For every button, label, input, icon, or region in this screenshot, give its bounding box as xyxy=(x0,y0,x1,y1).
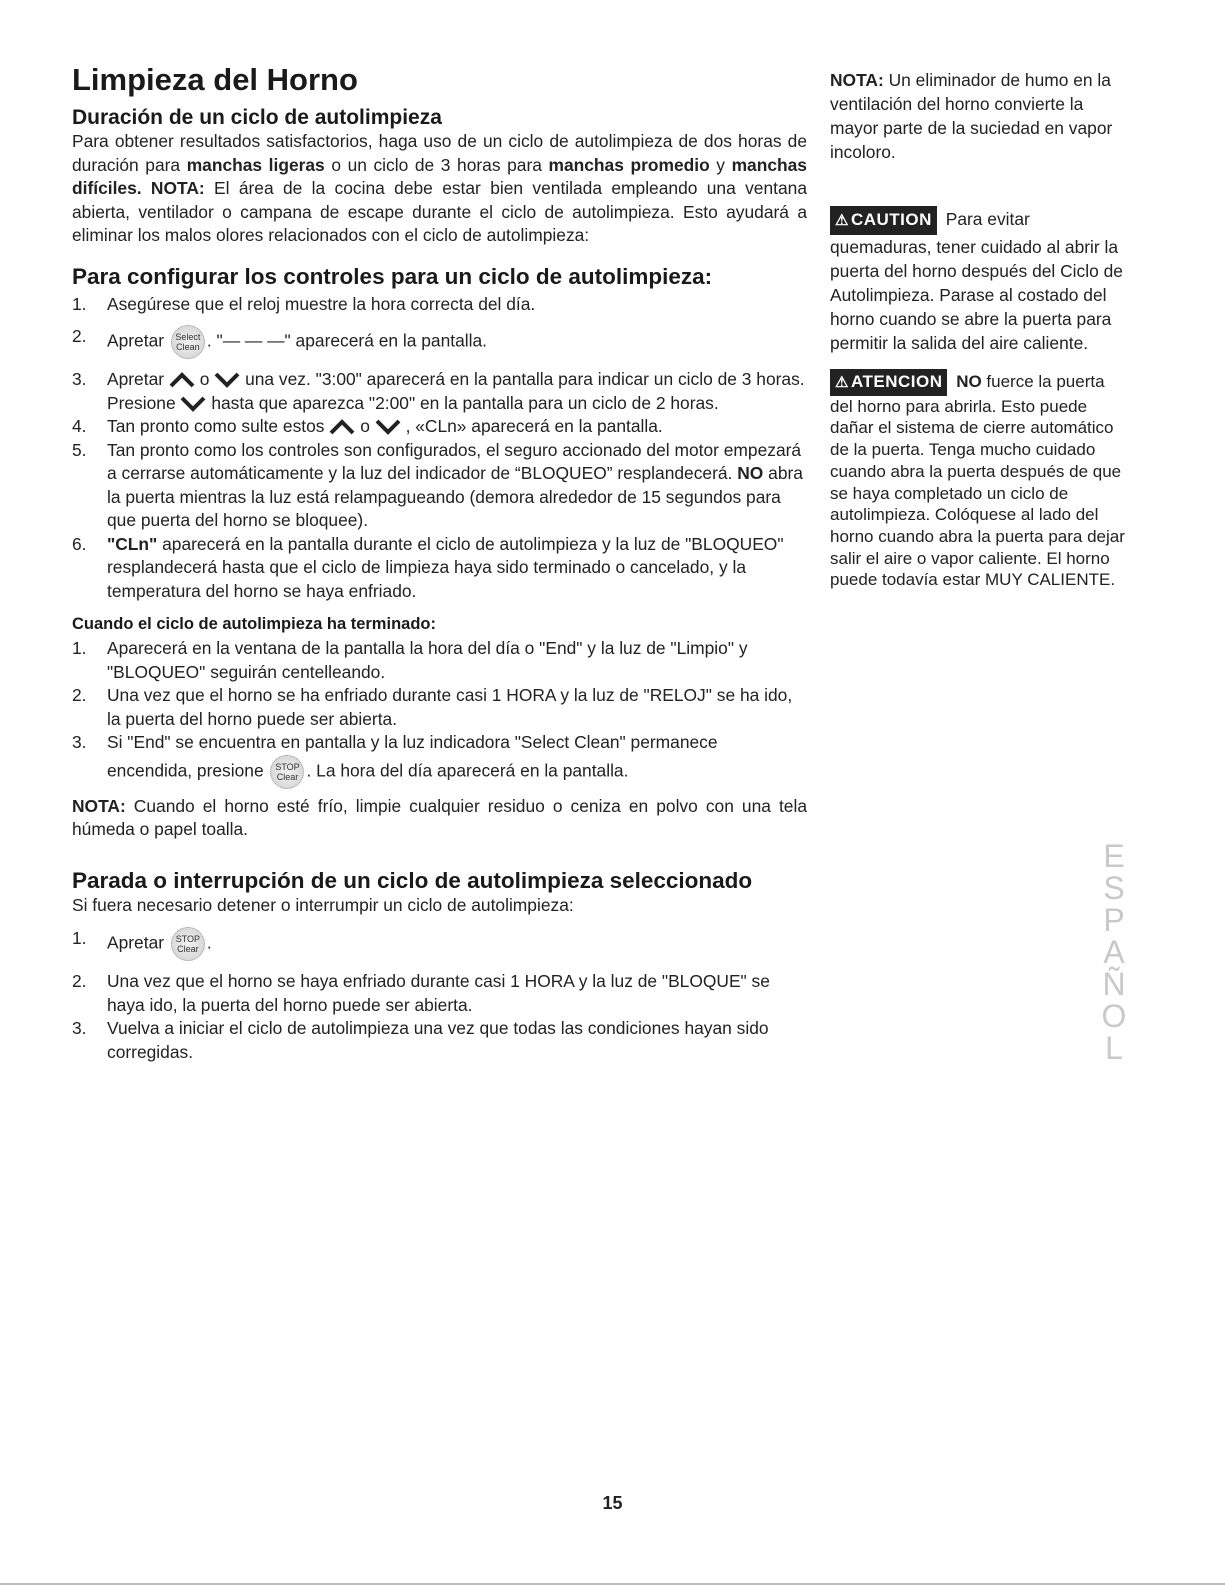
list-item: 4. Tan pronto como sulte estos o , «CLn» aparecerá en la pantalla. xyxy=(72,416,663,436)
atencion-badge: ⚠ ATENCION xyxy=(830,369,947,396)
section-heading-stop: Parada o interrupción de un ciclo de autolimpieza seleccionado xyxy=(72,867,753,893)
duration-paragraph: Para obtener resultados satisfactorios, haga uso de un ciclo de autolimpieza de dos horas de duración para manchas ligeras o un ciclo de 3 horas para manchas promedio y manchas difíciles. NOTA: El área de la cocina debe estar bien ventilada empleando una ventana abierta, ventilador o campana de escape durante el ciclo de autolimpieza. Esto ayudará a eliminar los malos olores relacionados con el ciclo de autolimpieza: xyxy=(72,131,807,245)
section-heading-finished: Cuando el ciclo de autolimpieza ha terminado: xyxy=(72,615,436,633)
select-clean-button-icon: Select Clean xyxy=(171,325,205,359)
down-arrow-icon xyxy=(214,372,240,388)
list-item: 3. Apretar o una vez. "3:00" aparecerá en la pantalla para indicar un ciclo de 3 horas. Presione hasta que aparezca "2:00" en la pantalla para un ciclo de 2 horas. xyxy=(72,369,805,413)
side-tab-espanol: E S P A Ñ O L xyxy=(1101,838,1127,1066)
list-item: 3. Vuelva a iniciar el ciclo de autolimpieza una vez que todas las condiciones hayan sido corregidas. xyxy=(72,1018,769,1062)
main-column xyxy=(72,62,807,1064)
stop-intro: Si fuera necesario detener o interrumpir un ciclo de autolimpieza: xyxy=(72,894,574,915)
list-item: 1. Asegúrese que el reloj muestre la hora correcta del día. xyxy=(72,293,536,314)
down-arrow-icon xyxy=(180,396,206,412)
list-item: 2. Una vez que el horno se haya enfriado durante casi 1 HORA y la luz de "BLOQUE" se haya ido, la puerta del horno puede ser abierta. xyxy=(72,971,770,1015)
down-arrow-icon xyxy=(375,419,401,435)
stop-clear-button-icon: STOP Clear xyxy=(171,927,205,961)
smoke-note: NOTA: Un eliminador de humo en la ventilación del horno convierte la mayor parte de la suciedad en vapor incoloro. xyxy=(830,70,1113,162)
side-column xyxy=(830,68,1130,591)
configure-steps xyxy=(72,293,807,604)
up-arrow-icon xyxy=(329,419,355,435)
list-item: 1. Aparecerá en la ventana de la pantalla la hora del día o "End" y la luz de "Limpio" y "BLOQUEO" seguirán centelleando. xyxy=(72,638,748,682)
finished-note: NOTA: Cuando el horno esté frío, limpie cualquier residuo o ceniza en polvo con una tela húmeda o papel toalla. xyxy=(72,795,807,839)
list-item: 3. Si "End" se encuentra en pantalla y la luz indicadora "Select Clean" permanece encendida, presione STOP Clear . La hora del día aparecerá en la pantalla. xyxy=(72,731,807,789)
section-heading-configure: Para configurar los controles para un ciclo de autolimpieza: xyxy=(72,263,713,289)
warning-icon: ⚠ xyxy=(835,212,849,229)
up-arrow-icon xyxy=(169,372,195,388)
page-number: 15 xyxy=(602,1493,623,1513)
list-item: 1. Apretar STOP Clear . xyxy=(72,927,807,961)
warning-icon: ⚠ xyxy=(835,374,849,391)
caution-note: ⚠ CAUTION Para evitar quemaduras, tener cuidado al abrir la puerta del horno después del Ciclo de Autolimpieza. Parase al costado del horno cuando se abre la puerta para permitir la salida del aire caliente. xyxy=(830,206,1130,355)
stop-clear-button-icon: STOP Clear xyxy=(270,755,304,789)
atencion-note: ⚠ ATENCION NO fuerce la puerta del horno para abrirla. Esto puede dañar el sistema de cierre automático de la puerta. Tenga mucho cuidado cuando abra la puerta después de que se haya completado un ciclo de autolimpieza. Colóquese al lado del horno cuando abra la puerta para dejar salir el aire o vapor caliente. El horno puede todavía estar MUY CALIENTE. xyxy=(830,369,1130,591)
list-item: 5. Tan pronto como los controles son configurados, el seguro accionado del motor empezará a cerrarse automáticamente y la luz del indicador de “BLOQUEO” resplandecerá. NO abra la puerta mientras la luz está relampagueando (demora alrededor de 15 segundos para que puerta del horno se bloquee). xyxy=(72,439,803,530)
section-heading-duration: Duración de un ciclo de autolimpieza xyxy=(72,106,442,129)
stop-steps xyxy=(72,927,807,1064)
finished-steps xyxy=(72,637,807,789)
list-item: 2. Una vez que el horno se ha enfriado durante casi 1 HORA y la luz de "RELOJ" se ha ido, la puerta del horno puede ser abierta. xyxy=(72,685,793,729)
list-item: 2. Apretar Select Clean . "— — —" aparecerá en la pantalla. xyxy=(72,325,807,359)
caution-badge: ⚠ CAUTION xyxy=(830,206,937,235)
list-item: 6. "CLn" aparecerá en la pantalla durante el ciclo de autolimpieza y la luz de "BLOQUEO" resplandecerá hasta que el ciclo de limpieza haya sido terminado o cancelado, y la temperatura del horno se haya enfriado. xyxy=(72,533,784,601)
page-title: Limpieza del Horno xyxy=(72,62,358,97)
